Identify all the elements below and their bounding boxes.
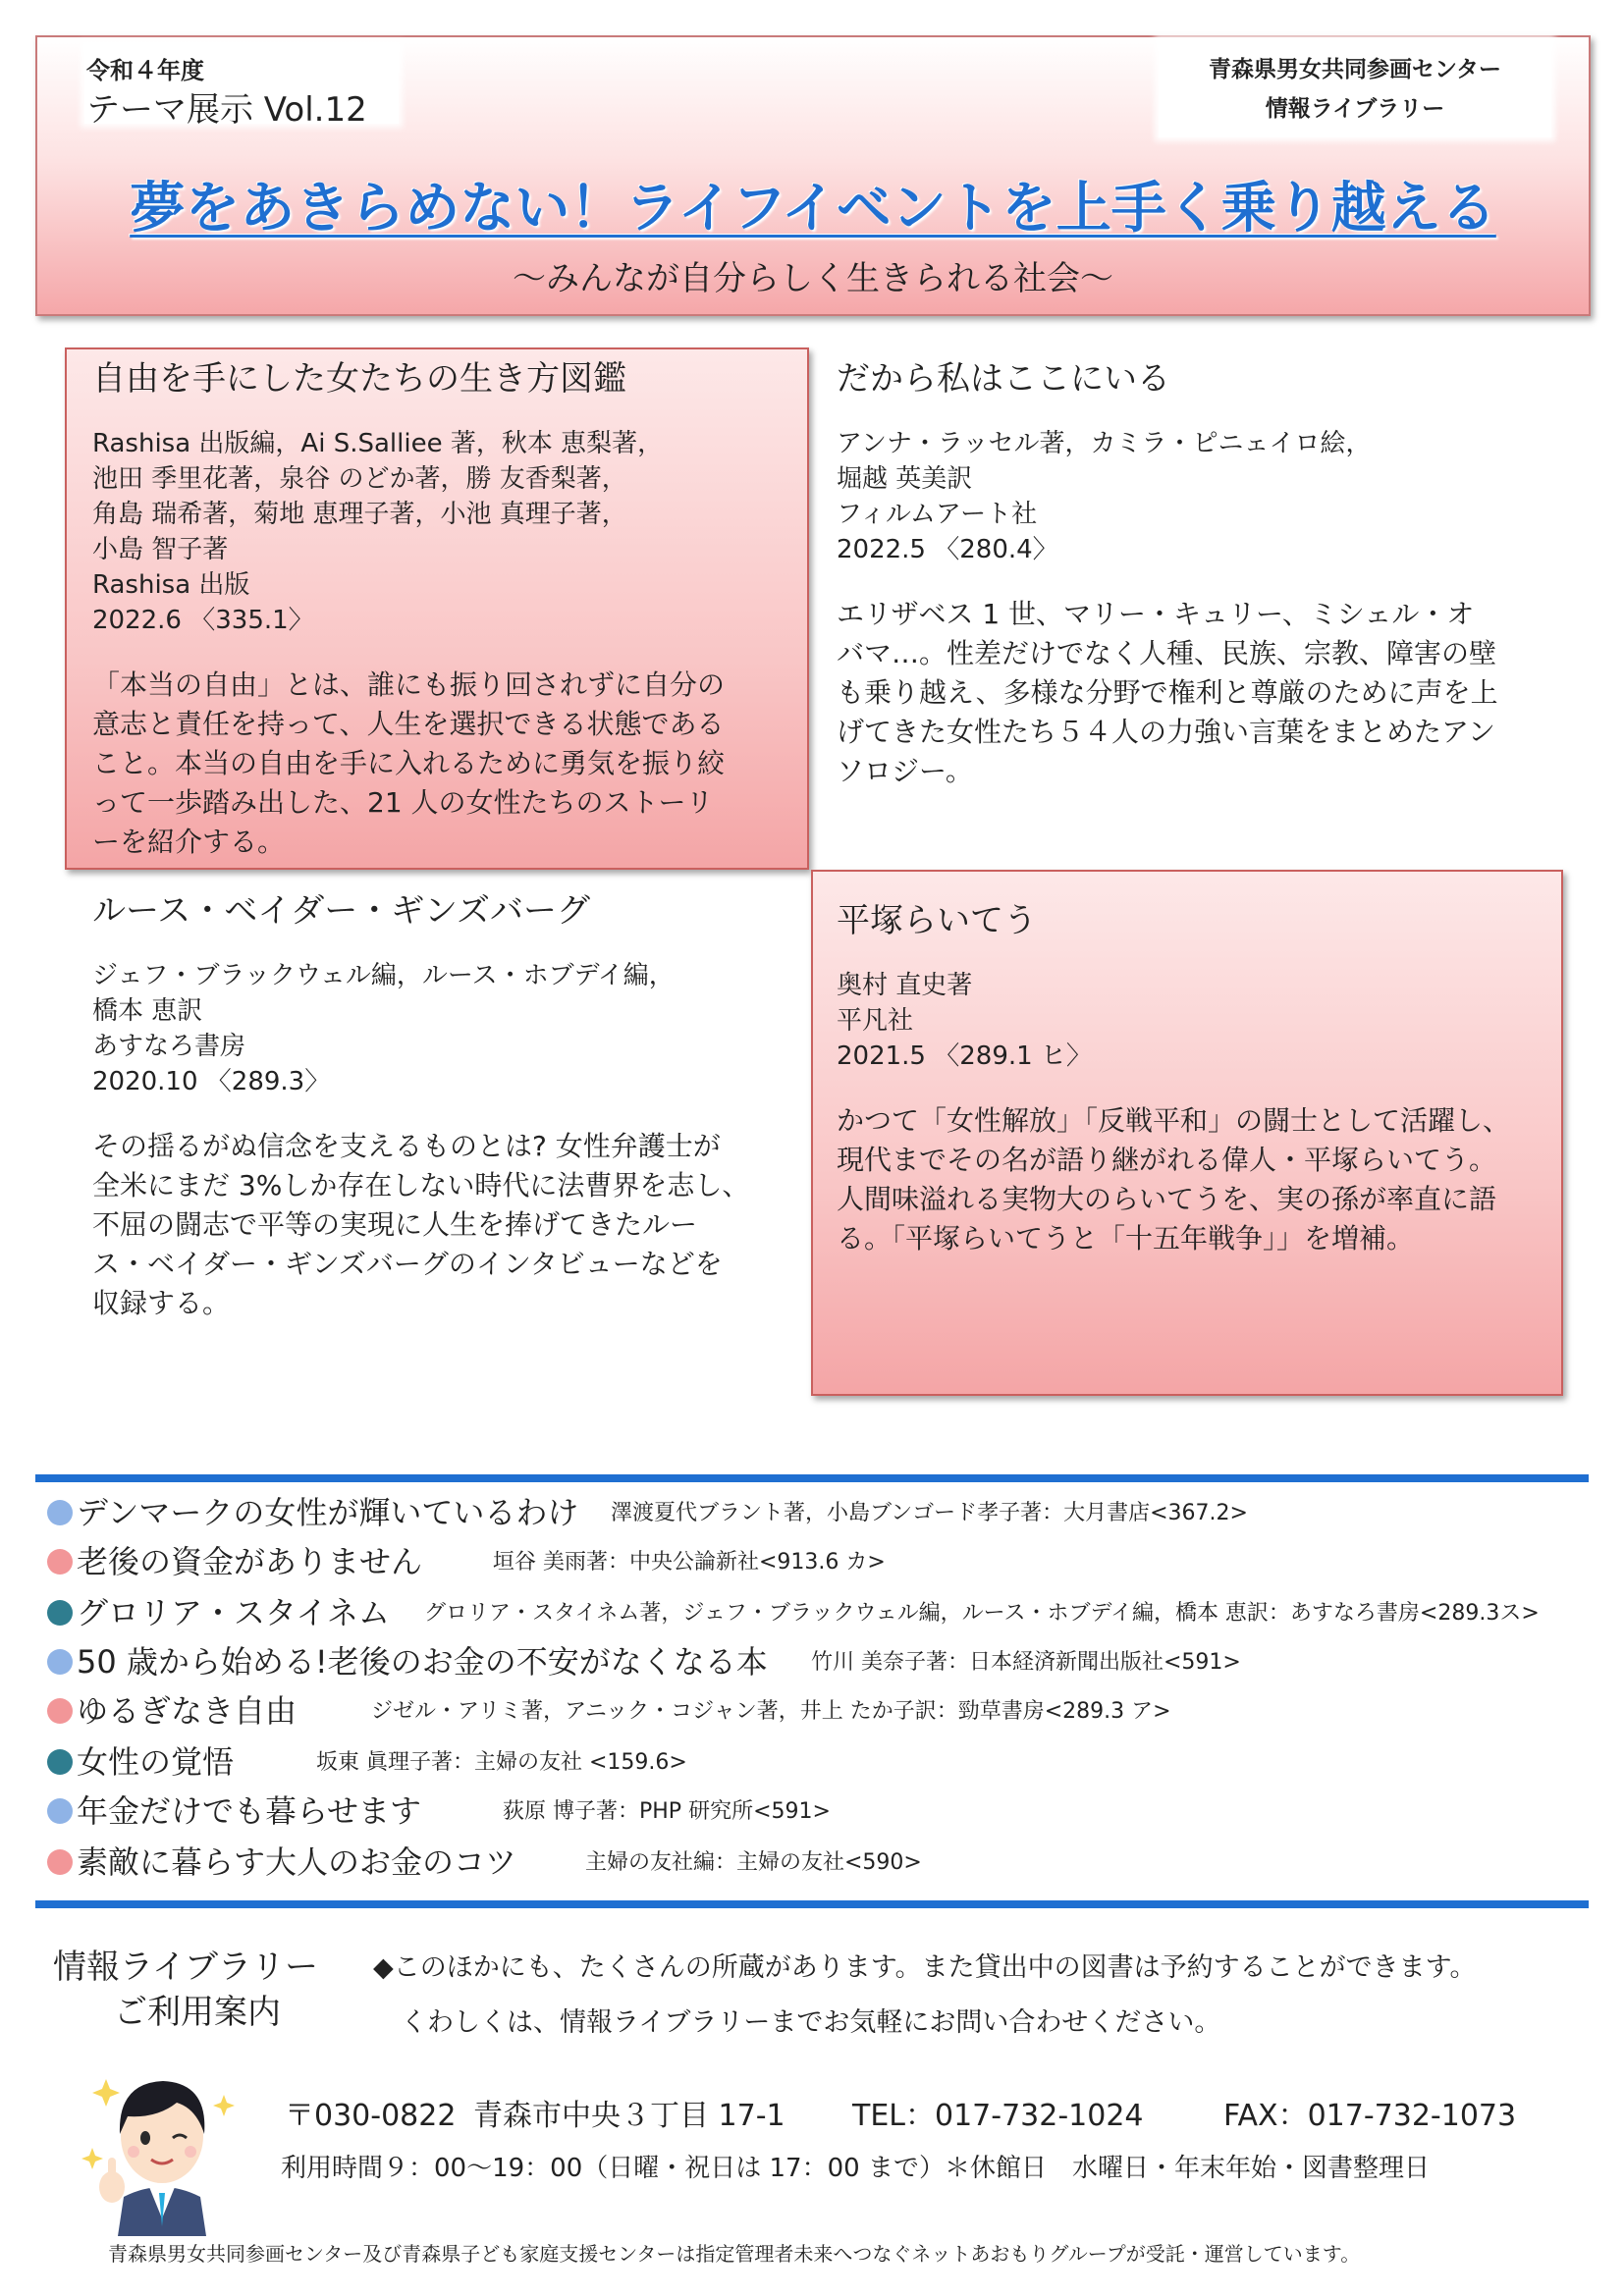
organization-name: 青森県男女共同参画センター <box>1208 57 1502 82</box>
description-line: 人間味溢れる実物大のらいてうを、実の孫が率直に語 <box>837 1183 1497 1215</box>
description-line: ソロジー。 <box>837 755 973 787</box>
book-card <box>92 889 799 1323</box>
description-line: ス・ベイダー・ギンズバーグのインタビューなどを <box>92 1248 723 1280</box>
book-author: 角島 瑞希著，菊地 恵理子著，小池 真理子著， <box>92 500 627 529</box>
book-translator: 堀越 英美訳 <box>837 464 973 494</box>
book-description <box>92 1127 799 1323</box>
list-item <box>47 1787 831 1830</box>
bullet-icon <box>47 1549 73 1575</box>
bullet-icon <box>47 1849 73 1875</box>
book-title: ルース・ベイダー・ギンズバーグ <box>92 891 590 931</box>
description-line: バマ…。性差だけでなく人種、民族、宗教、障害の壁 <box>837 637 1497 669</box>
page-subtitle: 〜みんなが自分らしく生きられる社会〜 <box>513 259 1113 298</box>
bullet-icon <box>47 1749 73 1775</box>
list-item-title: グロリア・スタイネム <box>77 1594 391 1631</box>
fax: FAX：017-732-1073 <box>1223 2099 1517 2133</box>
book-date-call-number: 2022.6 〈335.1〉 <box>92 606 314 635</box>
book-translator: 橋本 恵訳 <box>92 996 203 1026</box>
address: 青森市中央３丁目 17-1 <box>473 2099 785 2133</box>
description-line: その揺るがぬ信念を支えるものとは? 女性弁護士が <box>92 1130 721 1162</box>
list-item-title: 素敵に暮らす大人のお金のコツ <box>77 1843 517 1881</box>
description-line: エリザベス 1 世、マリー・キュリー、ミシェル・オ <box>837 598 1475 630</box>
notice-contact: くわしくは、情報ライブラリーまでお気軽にお問い合わせください。 <box>401 2007 1221 2038</box>
list-item-title: 老後の資金がありません <box>77 1543 423 1580</box>
description-line: 全米にまだ 3%しか存在しない時代に法曹界を志し、 <box>92 1169 750 1201</box>
description-line: こと。本当の自由を手に入れるために勇気を振り絞 <box>92 747 726 779</box>
list-item-info: グロリア・スタイネム著，ジェフ・ブラックウェル編，ルース・ホブデイ編，橋本 恵訳：あすなろ書房<289.3ス> <box>424 1601 1540 1626</box>
description-line: 意志と責任を持って、人生を選択できる状態である <box>92 708 725 740</box>
description-line: 「本当の自由」とは、誰にも振り回されずに自分の <box>92 668 726 701</box>
description-line: ーを紹介する。 <box>92 826 286 858</box>
description-line: げてきた女性たち５４人の力強い言葉をまとめたアン <box>837 716 1495 748</box>
list-item-info: 主婦の友社編：主婦の友社<590> <box>585 1850 922 1875</box>
book-author: 池田 季里花著，泉谷 のどか著，勝 友香梨著， <box>92 464 627 494</box>
library-info-subtitle: ご利用案内 <box>114 1993 281 2032</box>
book-publisher: フィルムアート社 <box>837 500 1038 529</box>
notice-collection: ◆このほかにも、たくさんの所蔵があります。また貸出中の図書は予約することができます。 <box>373 1952 1477 1983</box>
list-item <box>47 1737 687 1781</box>
book-title: だから私はここにいる <box>837 359 1170 399</box>
book-meta <box>92 426 799 638</box>
book-date-call-number: 2020.10 〈289.3〉 <box>92 1067 331 1096</box>
description-line: って一歩踏み出した、21 人の女性たちのストーリ <box>92 786 714 819</box>
opening-hours: 利用時間９：00〜19：00（日曜・祝日は 17：00 まで）＊休館日 水曜日・年末年始・図書整理日 <box>281 2154 1430 2183</box>
book-publisher: 平凡社 <box>837 1006 914 1036</box>
book-description <box>92 666 799 862</box>
list-item <box>47 1488 1248 1531</box>
list-item <box>47 1637 1241 1681</box>
list-item-title: 女性の覚悟 <box>77 1743 235 1781</box>
book-author: 小島 智子著 <box>92 535 229 564</box>
book-meta <box>837 968 1553 1074</box>
book-meta <box>92 958 799 1099</box>
book-title: 平塚らいてう <box>837 901 1037 940</box>
bullet-icon <box>47 1798 73 1824</box>
book-title: 自由を手にした女たちの生き方図鑑 <box>92 359 626 399</box>
book-date-call-number: 2022.5 〈280.4〉 <box>837 535 1058 564</box>
list-item <box>47 1537 886 1580</box>
description-line: る。「平塚らいてうと「十五年戦争」」を増補。 <box>837 1222 1415 1255</box>
bullet-icon <box>47 1600 73 1626</box>
sparkle-icon <box>213 2095 235 2116</box>
description-line: も乗り越え、多様な分野で権利と尊厳のために声を上 <box>837 676 1498 709</box>
description-line: 不屈の闘志で平等の実現に人生を捧げてきたルー <box>92 1208 698 1241</box>
book-author: Rashisa 出版編，Ai S.Salliee 著，秋本 恵梨著， <box>92 429 664 458</box>
list-item-info: 垣谷 美雨著：中央公論新社<913.6 カ> <box>493 1550 886 1575</box>
list-item <box>47 1686 1171 1730</box>
list-item-info: 荻原 博子著：PHP 研究所<591> <box>503 1799 831 1824</box>
bullet-icon <box>47 1649 73 1675</box>
postal-code: 〒030-0822 <box>285 2099 457 2133</box>
book-description <box>837 1101 1553 1258</box>
list-item-title: 年金だけでも暮らせます <box>77 1792 422 1830</box>
library-info-title: 情報ライブラリー <box>53 1948 318 1987</box>
description-line: かつて「女性解放」「反戦平和」の闘士として活躍し、 <box>837 1104 1511 1137</box>
sparkle-icon <box>81 2148 103 2169</box>
book-author: ジェフ・ブラックウェル編，ルース・ホブデイ編， <box>92 961 675 990</box>
description-line: 収録する。 <box>92 1287 231 1319</box>
list-item-info: ジゼル・アリミ著，アニック・コジャン著，井上 たか子訳：勁草書房<289.3 ア> <box>371 1699 1171 1724</box>
book-meta <box>837 426 1563 567</box>
book-card <box>837 899 1553 1258</box>
telephone: TEL：017-732-1024 <box>852 2099 1144 2133</box>
book-date-call-number: 2021.5 〈289.1 ヒ〉 <box>837 1041 1092 1071</box>
divider-top <box>35 1474 1589 1482</box>
book-publisher: あすなろ書房 <box>92 1032 246 1061</box>
book-card <box>92 357 799 862</box>
book-author: アンナ・ラッセル著，カミラ・ピニェイロ絵， <box>837 429 1372 458</box>
bullet-icon <box>47 1500 73 1525</box>
book-card <box>837 357 1563 791</box>
management-note: 青森県男女共同参画センター及び青森県子ども家庭支援センターは指定管理者未来へつなぐネットあおもりグループが受託・運営しています。 <box>108 2242 1361 2266</box>
staff-mascot-illustration <box>79 2040 245 2236</box>
page-title: 夢をあきらめない！ライフイベントを上手く乗り越える <box>130 177 1496 240</box>
sparkle-icon <box>92 2079 120 2107</box>
list-item-info: 澤渡夏代ブラント著，小島ブンゴード孝子著：大月書店<367.2> <box>611 1501 1248 1525</box>
list-item-title: デンマークの女性が輝いているわけ <box>77 1494 579 1531</box>
list-item <box>47 1588 1540 1631</box>
list-item <box>47 1838 922 1881</box>
bullet-icon <box>47 1698 73 1724</box>
list-item-title: ゆるぎなき自由 <box>77 1692 298 1730</box>
exhibit-volume: テーマ展示 Vol.12 <box>86 90 367 130</box>
list-item-info: 竹川 美奈子著：日本経済新聞出版社<591> <box>811 1650 1241 1675</box>
book-description <box>837 595 1563 791</box>
book-publisher: Rashisa 出版 <box>92 570 250 600</box>
book-author: 奥村 直史著 <box>837 971 973 1000</box>
description-line: 現代までその名が語り継がれる偉人・平塚らいてう。 <box>837 1144 1497 1176</box>
list-item-info: 坂東 眞理子著：主婦の友社 <159.6> <box>316 1750 687 1775</box>
fiscal-year: 令和４年度 <box>86 57 204 84</box>
list-item-title: 50 歳から始める!老後のお金の不安がなくなる本 <box>77 1643 768 1681</box>
library-name: 情報ライブラリー <box>1265 96 1445 122</box>
divider-bottom <box>35 1900 1589 1908</box>
